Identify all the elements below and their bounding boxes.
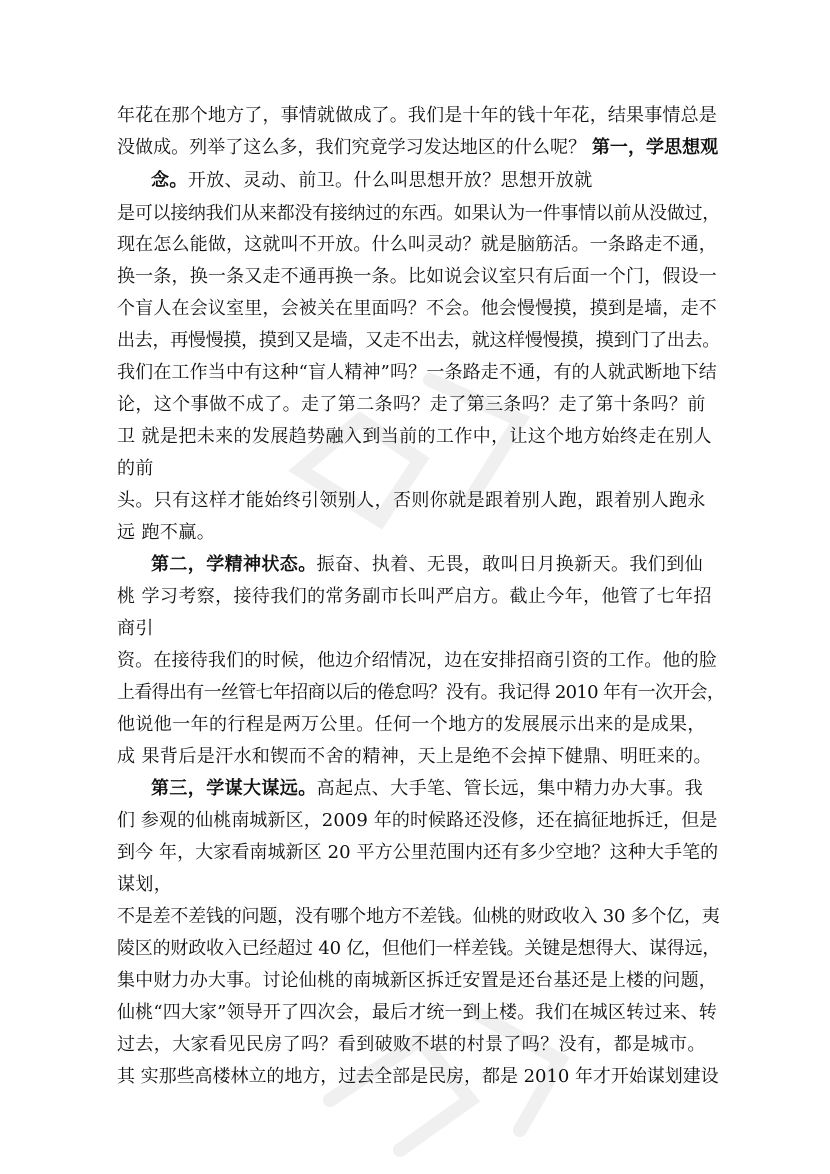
text-line-12 [117, 457, 154, 481]
line-22-text: 高起点、大手笔、管长远，集中精力办大事。我 [316, 778, 704, 799]
text-line-8 [117, 329, 720, 353]
line-19-text: 上看得出有一丝管七年招商以后的倦怠吗？没有。我记得 2010 年有一次开会， [117, 682, 725, 703]
line-4-text: 是可以接纳我们从来都没有接纳过的东西。如果认为一件事情以前从没做过， [117, 203, 720, 224]
line-6-text: 换一条，换一条又走不通再换一条。比如说会议室只有后面一个门，假设一 [117, 266, 717, 287]
text-line-1 [117, 104, 717, 128]
line-17-text: 商引 [117, 618, 154, 639]
line-8-text: 出去，再慢慢摸，摸到又是墙，又走不出去，就这样慢慢摸，摸到门了出去。 [117, 330, 720, 351]
text-line-7 [117, 297, 717, 321]
line-24-text: 到今 年，大家看南城新区 20 平方公里范围内还有多少空地？这种大手笔的 [117, 842, 719, 863]
text-line-25 [117, 873, 172, 897]
heading-third: 第三，学谋大谋远。 [151, 778, 317, 799]
text-line-28 [117, 969, 717, 993]
line-23-text: 们 参观的仙桃南城新区，2009 年的时候路还没修，还在搞征地拆迁，但是 [117, 810, 718, 831]
line-26-text: 不是差不差钱的问题，没有哪个地方不差钱。仙桃的财政收入 30 多个亿，夷 [117, 906, 720, 927]
heading-first-part: 第一，学思想观 [591, 137, 719, 158]
text-line-23 [117, 809, 717, 833]
line-2-text: 没做成。列举了这么多，我们究竟学习发达地区的什么呢？ [117, 137, 592, 158]
line-7-text: 个盲人在会议室里，会被关在里面吗？不会。他会慢慢摸，摸到是墙，走不 [117, 298, 717, 319]
text-line-17 [117, 617, 154, 641]
line-29-text: 仙桃“四大家”领导开了四次会，最后才统一到上楼。我们在城区转过来、转 [117, 1002, 717, 1023]
line-21-text: 成 果背后是汗水和锲而不舍的精神，天上是绝不会掉下健鼎、明旺来的。 [117, 746, 712, 767]
heading-first-end: 念。 [151, 170, 188, 191]
text-line-14 [117, 521, 215, 545]
text-line-29 [117, 1001, 717, 1025]
line-20-text: 他说他一年的行程是两万公里。任何一个地方的发展展示出来的是成果， [117, 714, 706, 735]
text-line-19 [117, 681, 724, 705]
line-25-text: 谋划， [117, 874, 173, 895]
text-line-3 [151, 169, 593, 193]
text-line-13 [117, 489, 706, 513]
text-line-5 [117, 233, 717, 257]
text-line-24 [117, 841, 718, 865]
line-5-text: 现在怎么能做，这就叫不开放。什么叫灵动？就是脑筋活。一条路走不通， [117, 234, 717, 255]
text-line-16 [117, 585, 712, 609]
line-11-text: 卫 就是把未来的发展趋势融入到当前的工作中，让这个地方始终走在别人 [117, 426, 712, 447]
line-3-text: 开放、灵动、前卫。什么叫思想开放？思想开放就 [187, 170, 593, 191]
line-10-text: 论，这个事做不成了。走了第二条吗？走了第三条吗？走了第十条吗？前 [117, 394, 706, 415]
line-12-text: 的前 [117, 458, 154, 479]
text-line-4 [117, 202, 720, 226]
line-13-text: 头。只有这样才能始终引领别人，否则你就是跟着别人跑，跟着别人跑永 [117, 490, 706, 511]
text-line-10 [117, 393, 706, 417]
line-9-text: 我们在工作当中有这种“盲人精神”吗？一条路走不通，有的人就武断地下结 [117, 362, 717, 383]
line-30-text: 过去，大家看见民房了吗？看到破败不堪的村景了吗？没有，都是城市。 [117, 1034, 706, 1055]
line-14-text: 远 跑不赢。 [117, 522, 216, 543]
line-27-text: 陵区的财政收入已经超过 40 亿，但他们一样差钱。关键是想得大、谋得远， [117, 938, 721, 959]
text-line-11 [117, 425, 712, 449]
line-16-text: 桃 学习考察，接待我们的常务副市长叫严启方。截止今年，他管了七年招 [117, 586, 712, 607]
text-line-6 [117, 265, 717, 289]
line-15-text: 振奋、执着、无畏，敢叫日月换新天。我们到仙 [316, 554, 704, 575]
line-28-text: 集中财力办大事。讨论仙桃的南城新区拆迁安置是还台基还是上楼的问题， [117, 970, 717, 991]
text-line-30 [117, 1033, 706, 1057]
text-line-26 [117, 905, 720, 929]
heading-second: 第二，学精神状态。 [151, 554, 317, 575]
text-line-27 [117, 937, 720, 961]
line-1-text: 年花在那个地方了，事情就做成了。我们是十年的钱十年花，结果事情总是 [117, 105, 717, 126]
text-line-31 [117, 1065, 719, 1089]
text-line-20 [117, 713, 706, 737]
text-line-18 [117, 649, 717, 673]
line-18-text: 资。在接待我们的时候，他边介绍情况，边在安排招商引资的工作。他的脸 [117, 650, 717, 671]
text-line-21 [117, 745, 712, 769]
text-line-9 [117, 361, 717, 385]
line-31-text: 其 实那些高楼林立的地方，过去全部是民房，都是 2010 年才开始谋划建设 [117, 1066, 719, 1087]
text-line-15 [151, 553, 703, 577]
text-line-22 [151, 777, 703, 801]
text-line-2 [117, 136, 718, 160]
